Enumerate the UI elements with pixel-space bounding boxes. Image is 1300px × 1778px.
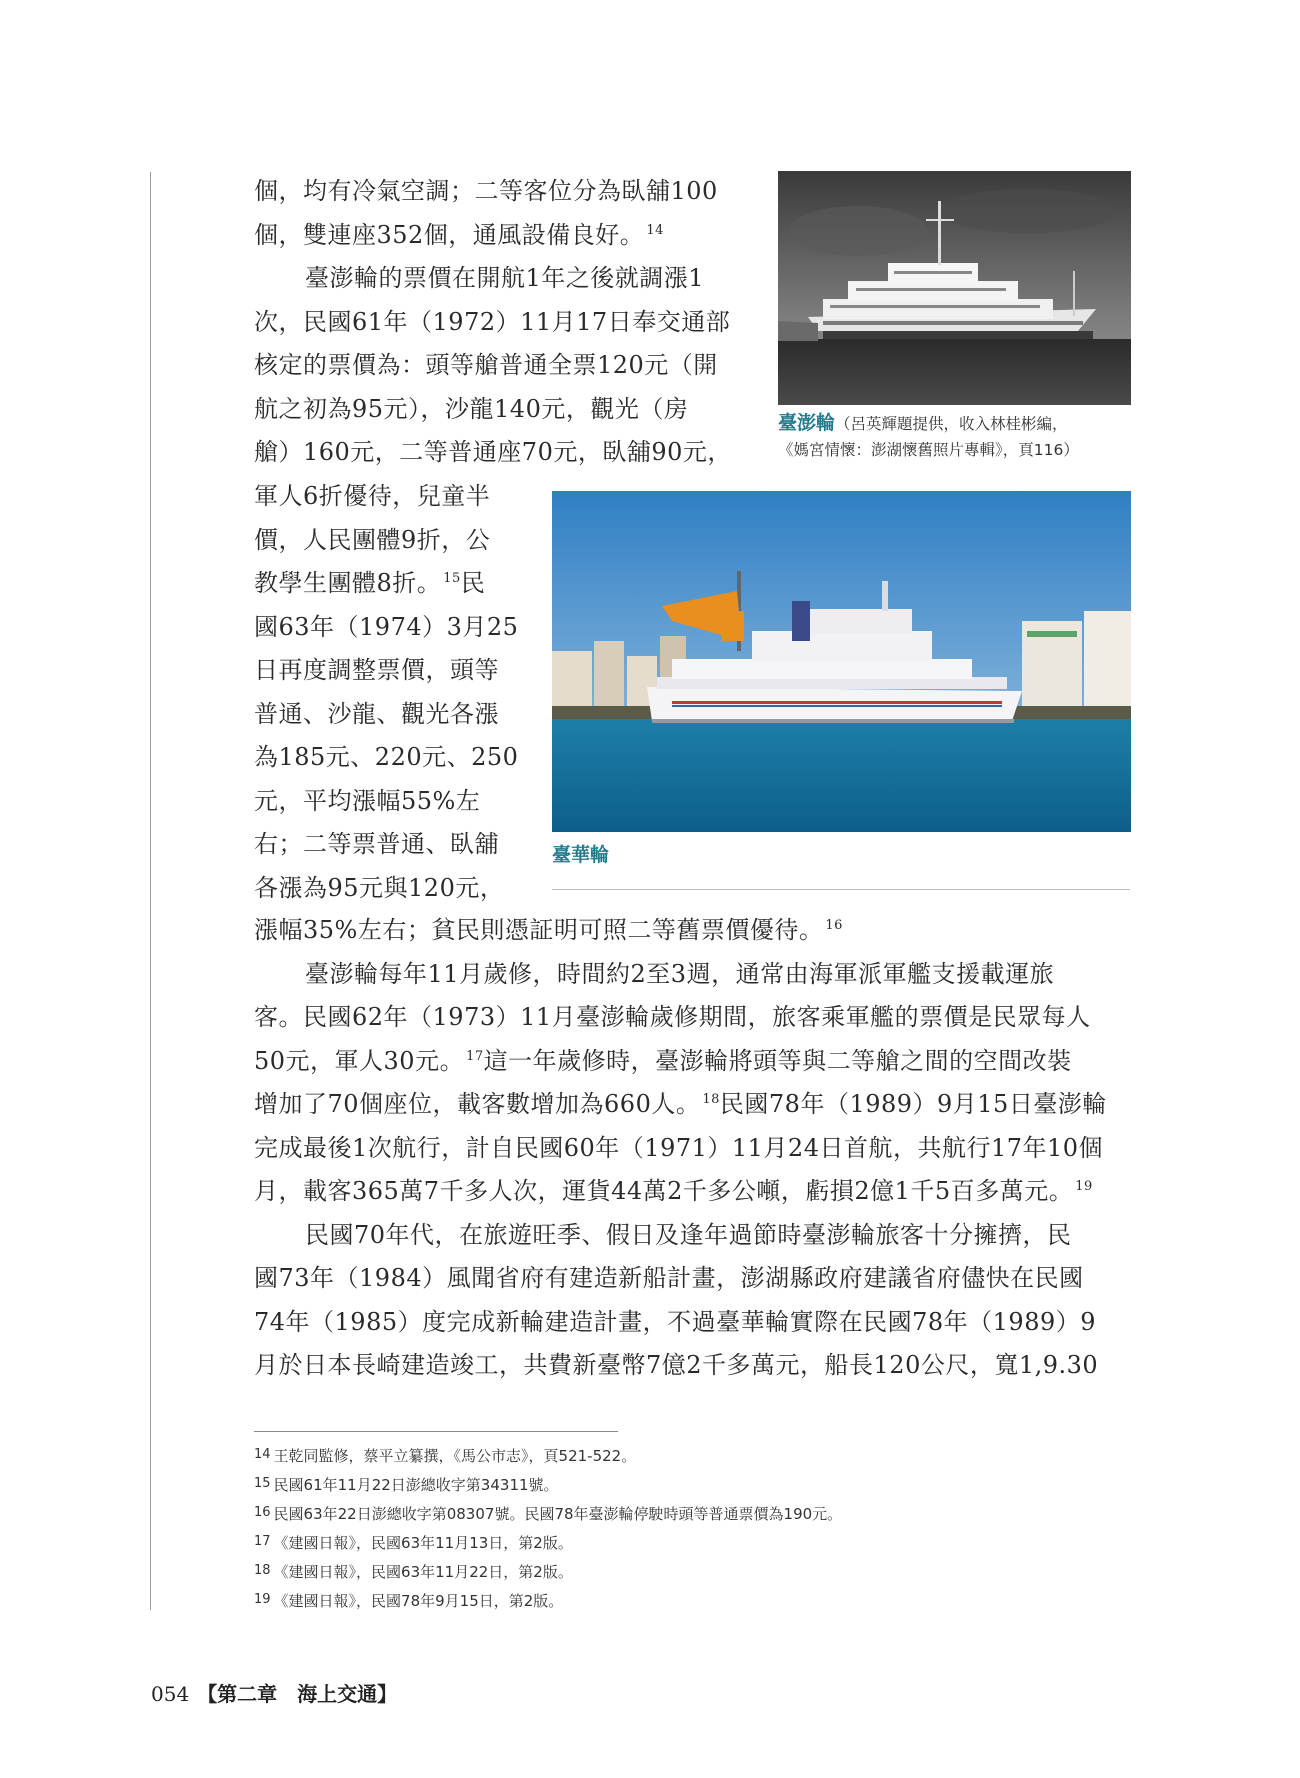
text-line [254,649,534,693]
footnote-ref: 17 [466,1048,484,1064]
text-line [254,996,1138,1040]
line-text: 月於日本長崎建造竣工，共費新臺幣7億2千多萬元，船長120公尺，寬1,9.30 [254,1351,1099,1379]
text-line [254,693,534,737]
line-text: 艙）160元，二等普通座70元，臥舖90元， [254,438,732,466]
line-text: 漲幅35%左右；貧民則憑証明可照二等舊票價優待。 [254,916,824,944]
line-text: 價，人民團體9折，公 [254,525,491,554]
line-text: 臺澎輪的票價在開航1年之後就調漲1 [305,264,705,292]
line-text: 臺澎輪每年11月歲修，時間約2至3週，通常由海軍派軍艦支援載運旅 [305,959,1055,988]
taihua-photo-caption [552,842,609,869]
taipeng-ship-photo [778,171,1131,405]
text-line [254,1083,1138,1127]
line-text: 個，均有冷氣空調；二等客位分為臥舖100 [254,177,718,205]
footnote-text: 《建國日報》，民國63年11月22日，第2版。 [273,1563,573,1581]
line-text: 國63年（1974）3月25 [254,612,519,641]
footnote-text: 《建國日報》，民國78年9月15日，第2版。 [273,1592,564,1610]
taipeng-photo-caption [778,410,1138,463]
footnote-ref: 18 [702,1092,720,1107]
caption-ship-name: 臺華輪 [552,844,610,866]
line-text: 元，平均漲幅55%左 [254,786,481,815]
line-text-continued: 這一年歲修時，臺澎輪將頭等與二等艙之間的空間改裝 [483,1046,1072,1075]
footnote-item [254,1557,1134,1586]
footnote-number: 18 [254,1563,271,1578]
footnote-rule [254,1431,618,1432]
line-text: 為185元、220元、250 [254,743,519,771]
line-text: 客。民國62年（1973）11月臺澎輪歲修期間，旅客乘軍艦的票價是民眾每人 [254,1003,1091,1031]
footnote-text: 民國63年22日澎總收字第08307號。民國78年臺澎輪停駛時頭等普通票價為190元。 [273,1505,843,1523]
line-text: 普通、沙龍、觀光各漲 [254,699,499,728]
line-text: 教學生團體8折。 [254,569,442,597]
line-text: 50元，軍人30元。 [254,1046,465,1075]
line-text: 月，載客365萬7千多人次，運貨44萬2千多公噸，虧損2億1千5百多萬元。 [254,1177,1074,1205]
text-line [254,867,534,911]
line-text: 軍人6折優待，兒童半 [254,482,491,510]
line-text-continued: 民國78年（1989）9月15日臺澎輪 [719,1090,1107,1118]
page-margin-rule [150,172,151,1610]
line-text: 右；二等票普通、臥舖 [254,830,499,858]
caption-source-line: 《媽宮情懷：澎湖懷舊照片專輯》，頁116） [778,441,1079,459]
footnote-ref: 15 [443,571,461,586]
text-line [254,1257,1138,1301]
text-line [254,909,1138,953]
text-line [254,823,534,867]
text-line [254,1040,1138,1084]
line-text: 核定的票價為：頭等艙普通全票120元（開 [254,351,718,379]
line-text: 國73年（1984）風聞省府有建造新船計畫，澎湖縣政府建議省府儘快在民國 [254,1264,1084,1292]
footnote-item [254,1499,1134,1528]
line-text: 航之初為95元），沙龍140元，觀光（房 [254,394,689,423]
chapter-title: 【第二章 海上交通】 [197,1682,398,1706]
page-footer [151,1678,397,1707]
footnote-item [254,1441,1134,1470]
line-text: 日再度調整票價，頭等 [254,656,499,684]
text-line [254,780,534,824]
footnote-ref: 19 [1075,1179,1093,1194]
text-line [254,301,754,345]
text-line [254,1301,1138,1345]
body-text-mid [254,475,534,910]
line-text: 各漲為95元與120元， [254,873,505,902]
footnote-number: 19 [254,1592,271,1607]
text-line [254,519,534,563]
line-text: 個，雙連座352個，通風設備良好。 [254,220,645,249]
text-line [254,344,754,388]
taihua-ship-photo [552,491,1131,832]
caption-credit-line: （呂英輝題提供，收入林桂彬編， [835,415,1068,433]
footnotes [254,1441,1134,1615]
body-text-bottom [254,909,1138,1388]
body-text-top [254,170,754,475]
footnote-item [254,1586,1134,1615]
line-text: 增加了70個座位，載客數增加為660人。 [254,1090,701,1118]
footnote-ref: 16 [825,918,843,933]
footnote-item [254,1528,1134,1557]
footnote-text: 民國61年11月22日澎總收字第34311號。 [273,1476,559,1494]
footnote-text: 《建國日報》，民國63年11月13日，第2版。 [273,1534,573,1552]
text-line [254,170,754,214]
line-text: 74年（1985）度完成新輪建造計畫，不過臺華輪實際在民國78年（1989）9 [254,1307,1097,1336]
footnote-number: 14 [254,1447,271,1462]
text-line [254,1127,1138,1171]
caption-rule [552,889,1130,890]
footnote-number: 17 [254,1534,271,1549]
caption-ship-name: 臺澎輪 [778,412,836,434]
line-text: 完成最後1次航行，計自民國60年（1971）11月24日首航，共航行17年10個 [254,1133,1104,1162]
footnote-number: 16 [254,1505,271,1520]
line-text-continued: 民 [460,569,486,597]
text-line [254,257,754,301]
text-line [254,475,534,519]
footnote-item [254,1470,1134,1499]
text-line [254,953,1138,997]
footnote-ref: 14 [646,222,664,238]
footnote-number: 15 [254,1476,271,1491]
footnote-text: 王乾同監修，蔡平立纂撰，《馬公市志》，頁521-522。 [273,1447,637,1465]
text-line [254,1344,1138,1388]
text-line [254,388,754,432]
page-number: 054 [151,1682,190,1706]
text-line [254,606,534,650]
text-line [254,1170,1138,1214]
text-line [254,1214,1138,1258]
text-line [254,431,754,475]
line-text: 次，民國61年（1972）11月17日奉交通部 [254,307,731,336]
text-line [254,562,534,606]
text-line [254,736,534,780]
text-line [254,214,754,258]
line-text: 民國70年代，在旅遊旺季、假日及逢年過節時臺澎輪旅客十分擁擠，民 [305,1220,1072,1249]
